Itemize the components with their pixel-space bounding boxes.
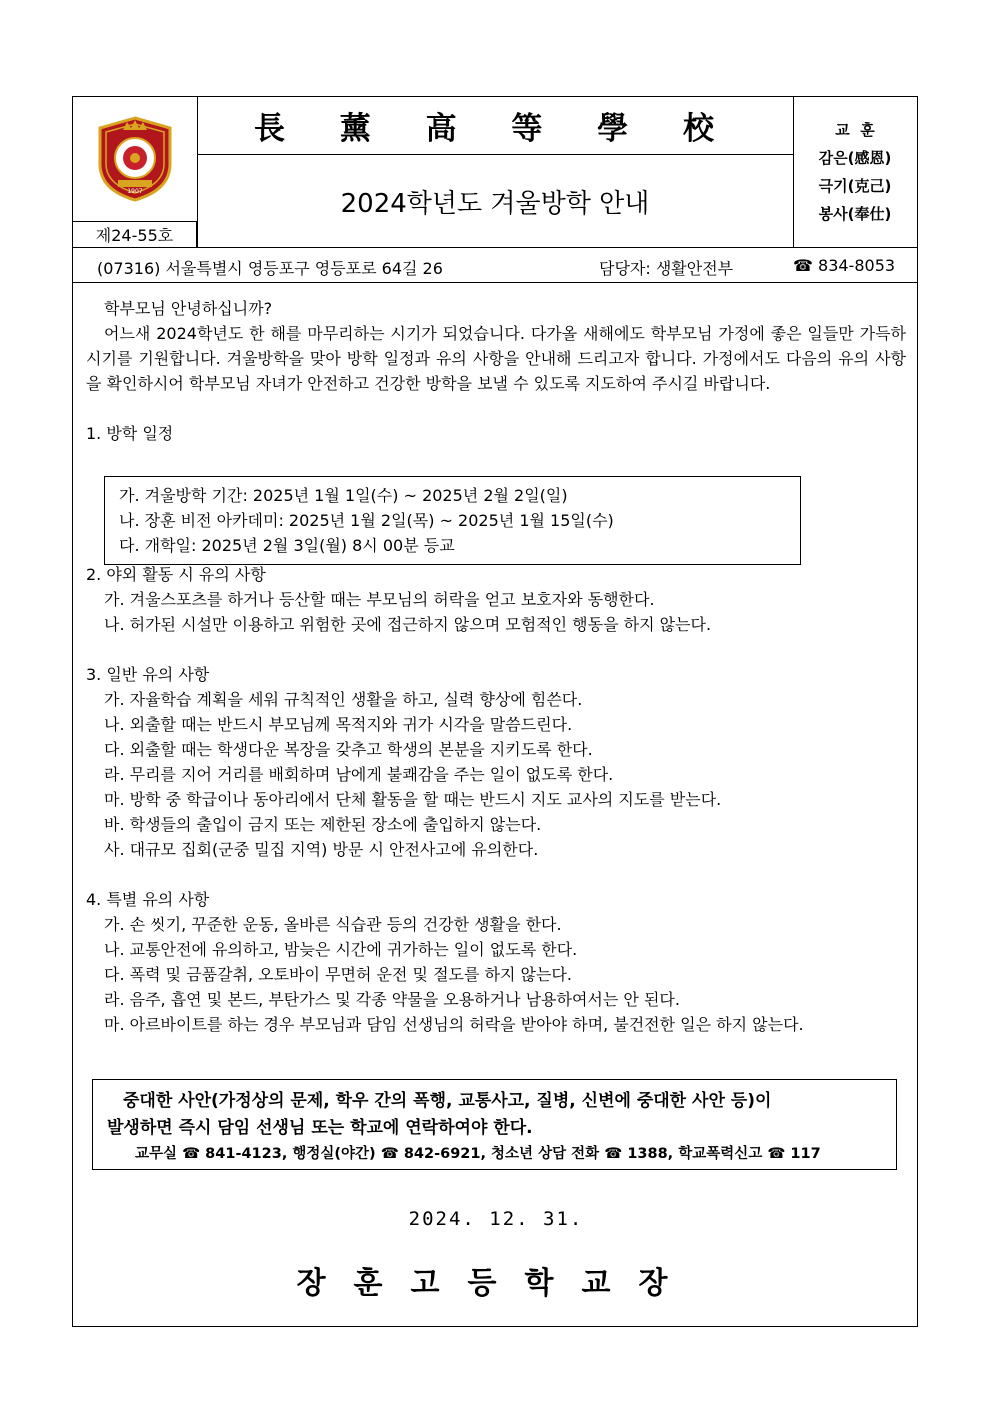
section-title: 3. 일반 유의 사항 bbox=[86, 665, 210, 684]
section-title: 2. 야외 활동 시 유의 사항 bbox=[86, 565, 266, 584]
schedule-item: 다. 개학일: 2025년 2월 3일(월) 8시 00분 등교 bbox=[119, 536, 455, 555]
issue-date: 2024. 12. 31. bbox=[408, 1208, 584, 1230]
section-title: 4. 특별 유의 사항 bbox=[86, 890, 210, 909]
address-row bbox=[73, 247, 917, 283]
motto-title: 교 훈 bbox=[835, 121, 875, 139]
principal-signature: 장훈고등학교장 bbox=[296, 1266, 696, 1301]
notice-contacts: 교무실 ☎ 841-4123, 행정실(야간) ☎ 842-6921, 청소년 상담 전화 ☎ 1388, 학교폭력신고 ☎ 117 bbox=[135, 1146, 821, 1162]
notice-line: 발생하면 즉시 담임 선생님 또는 학교에 연락하여야 한다. bbox=[107, 1118, 533, 1138]
school-motto bbox=[793, 97, 917, 247]
schedule-box bbox=[104, 476, 801, 565]
contact-department: 담당자: 생활안전부 bbox=[599, 259, 734, 278]
list-item: 바. 학생들의 출입이 금지 또는 제한된 장소에 출입하지 않는다. bbox=[104, 815, 542, 834]
schedule-item: 나. 장훈 비전 아카데미: 2025년 1월 2일(목) ~ 2025년 1월 15일(수) bbox=[119, 511, 614, 530]
logo-year: 1907 bbox=[127, 188, 143, 195]
school-emblem-icon bbox=[96, 116, 174, 202]
emergency-notice-box bbox=[92, 1079, 897, 1170]
list-item: 마. 아르바이트를 하는 경우 부모님과 담임 선생님의 허락을 받아야 하며, 불건전한 일은 하지 않는다. bbox=[104, 1015, 804, 1034]
motto-item: 봉사(奉仕) bbox=[818, 205, 892, 223]
list-item: 사. 대규모 집회(군중 밀집 지역) 방문 시 안전사고에 유의한다. bbox=[104, 840, 539, 859]
school-name: 長 薰 高 等 學 校 bbox=[197, 97, 793, 155]
section-schedule bbox=[86, 421, 906, 446]
motto-item: 극기(克己) bbox=[818, 177, 892, 195]
section-title: 1. 방학 일정 bbox=[86, 424, 174, 443]
list-item: 나. 허가된 시설만 이용하고 위험한 곳에 접근하지 않으며 모험적인 행동을 하지 않는다. bbox=[104, 615, 712, 634]
phone-number: ☎ 834-8053 bbox=[793, 256, 896, 275]
section-special bbox=[86, 887, 906, 1037]
list-item: 라. 무리를 지어 거리를 배회하며 남에게 불쾌감을 주는 일이 없도록 한다. bbox=[104, 765, 614, 784]
list-item: 라. 음주, 흡연 및 본드, 부탄가스 및 각종 약물을 오용하거나 남용하여서는 안 된다. bbox=[104, 990, 680, 1009]
greeting: 학부모님 안녕하십니까? bbox=[104, 299, 273, 318]
list-item: 가. 자율학습 계획을 세워 규칙적인 생활을 하고, 실력 향상에 힘쓴다. bbox=[104, 690, 583, 709]
section-outdoor bbox=[86, 562, 906, 637]
school-logo bbox=[73, 97, 197, 221]
list-item: 나. 교통안전에 유의하고, 밤늦은 시간에 귀가하는 일이 없도록 한다. bbox=[104, 940, 578, 959]
list-item: 나. 외출할 때는 반드시 부모님께 목적지와 귀가 시각을 말씀드린다. bbox=[104, 715, 573, 734]
list-item: 다. 외출할 때는 학생다운 복장을 갖추고 학생의 본분을 지키도록 한다. bbox=[104, 740, 593, 759]
list-item: 가. 겨울스포츠를 하거나 등산할 때는 부모님의 허락을 얻고 보호자와 동행한다. bbox=[104, 590, 655, 609]
school-address: (07316) 서울특별시 영등포구 영등포로 64길 26 bbox=[97, 259, 443, 278]
intro-paragraph: 어느새 2024학년도 한 해를 마무리하는 시기가 되었습니다. 다가올 새해에도 학부모님 가정에 좋은 일들만 가득하시기를 기원합니다. 겨울방학을 맞아 방학 일정과 유의 사항을 안내해 드리고자 합니다. 가정에서도 다음의 유의 사항을 확인하시어 학부모님 자녀가 안전하고 건강한 방학을 보낼 수 있도록 지도하여 주시길 바랍니다. bbox=[86, 324, 906, 393]
list-item: 가. 손 씻기, 꾸준한 운동, 올바른 식습관 등의 건강한 생활을 한다. bbox=[104, 915, 562, 934]
motto-item: 감은(感恩) bbox=[818, 149, 892, 167]
list-item: 다. 폭력 및 금품갈취, 오토바이 무면허 운전 및 절도를 하지 않는다. bbox=[104, 965, 572, 984]
section-general bbox=[86, 662, 906, 862]
document-number: 제24-55호 bbox=[73, 221, 197, 247]
schedule-item: 가. 겨울방학 기간: 2025년 1월 1일(수) ~ 2025년 2월 2일(일) bbox=[119, 486, 568, 505]
letter-body bbox=[86, 296, 906, 1037]
document-title: 2024학년도 겨울방학 안내 bbox=[340, 188, 650, 219]
list-item: 마. 방학 중 학급이나 동아리에서 단체 활동을 할 때는 반드시 지도 교사의 지도를 받는다. bbox=[104, 790, 722, 809]
notice-line: 중대한 사안(가정상의 문제, 학우 간의 폭행, 교통사고, 질병, 신변에 중대한 사안 등)이 bbox=[123, 1091, 772, 1111]
